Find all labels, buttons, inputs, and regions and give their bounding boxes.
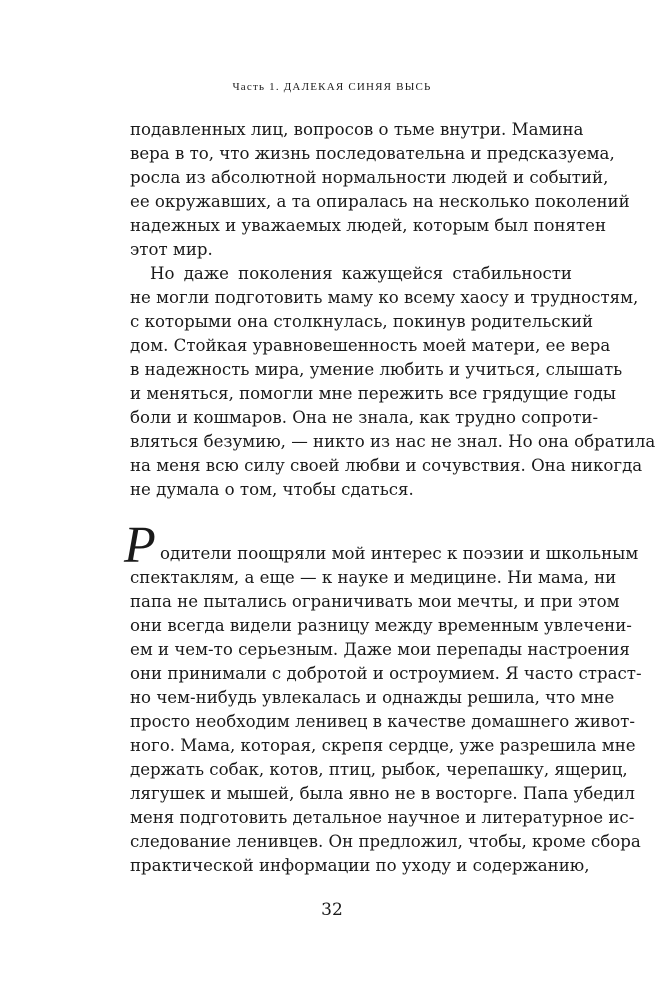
text-line: с которыми она столкнулась, покинув родительский — [130, 312, 594, 331]
text-line: спектаклям, а еще — к науке и медицине. Ни мама, ни — [130, 568, 617, 587]
running-header: Часть 1. ДАЛЕКАЯ СИНЯЯ ВЫСЬ — [232, 81, 432, 93]
text-line: не думала о том, чтобы сдаться. — [130, 480, 414, 499]
text-line: вляться безумию, — никто из нас не знал. Но она обратила — [130, 432, 656, 451]
text-line: лягушек и мышей, была явно не в восторге. Папа убедил — [130, 784, 635, 803]
text-line: практической информации по уходу и содержанию, — [130, 856, 590, 875]
text-line: одители поощряли мой интерес к поэзии и школьным — [160, 544, 639, 563]
drop-cap: Р — [124, 517, 156, 574]
text-line: просто необходим ленивец в качестве домашнего живот- — [130, 712, 635, 731]
text-line: подавленных лиц, вопросов о тьме внутри. Мамина — [130, 120, 584, 139]
text-line: не могли подготовить маму ко всему хаосу и трудностям, — [130, 288, 639, 307]
text-line: боли и кошмаров. Она не знала, как трудно сопроти- — [130, 408, 599, 427]
text-line: следование ленивцев. Он предложил, чтобы, кроме сбора — [130, 832, 641, 851]
text-line: они принимали с добротой и остроумием. Я часто страст- — [130, 664, 642, 683]
text-line: в надежность мира, умение любить и учиться, слышать — [130, 360, 623, 379]
text-line: надежных и уважаемых людей, которым был понятен — [130, 216, 607, 235]
text-line: ного. Мама, которая, скрепя сердце, уже разрешила мне — [130, 736, 636, 755]
text-line: на меня всю силу своей любви и сочувствия. Она никогда — [130, 456, 643, 475]
text-line: и меняться, помогли мне пережить все грядущие годы — [130, 384, 617, 403]
text-line: ем и чем-то серьезным. Даже мои перепады настроения — [130, 640, 630, 659]
text-line: меня подготовить детальное научное и литературное ис- — [130, 808, 635, 827]
text-line: дом. Стойкая уравновешенность моей матери, ее вера — [130, 336, 611, 355]
text-line: Но даже поколения кажущейся стабильности — [150, 264, 572, 283]
text-line: они всегда видели разницу между временным увлечени- — [130, 616, 632, 635]
page-number: 32 — [321, 900, 343, 920]
text-line: этот мир. — [130, 240, 213, 259]
text-line: папа не пытались ограничивать мои мечты, и при этом — [130, 592, 620, 611]
text-line: но чем-нибудь увлекалась и однажды решила, что мне — [130, 688, 615, 707]
text-line: ее окружавших, а та опиралась на несколько поколений — [130, 192, 630, 211]
text-line: держать собак, котов, птиц, рыбок, черепашку, ящериц, — [130, 760, 628, 779]
text-line: вера в то, что жизнь последовательна и предсказуема, — [130, 144, 615, 163]
text-line: росла из абсолютной нормальности людей и событий, — [130, 168, 609, 187]
